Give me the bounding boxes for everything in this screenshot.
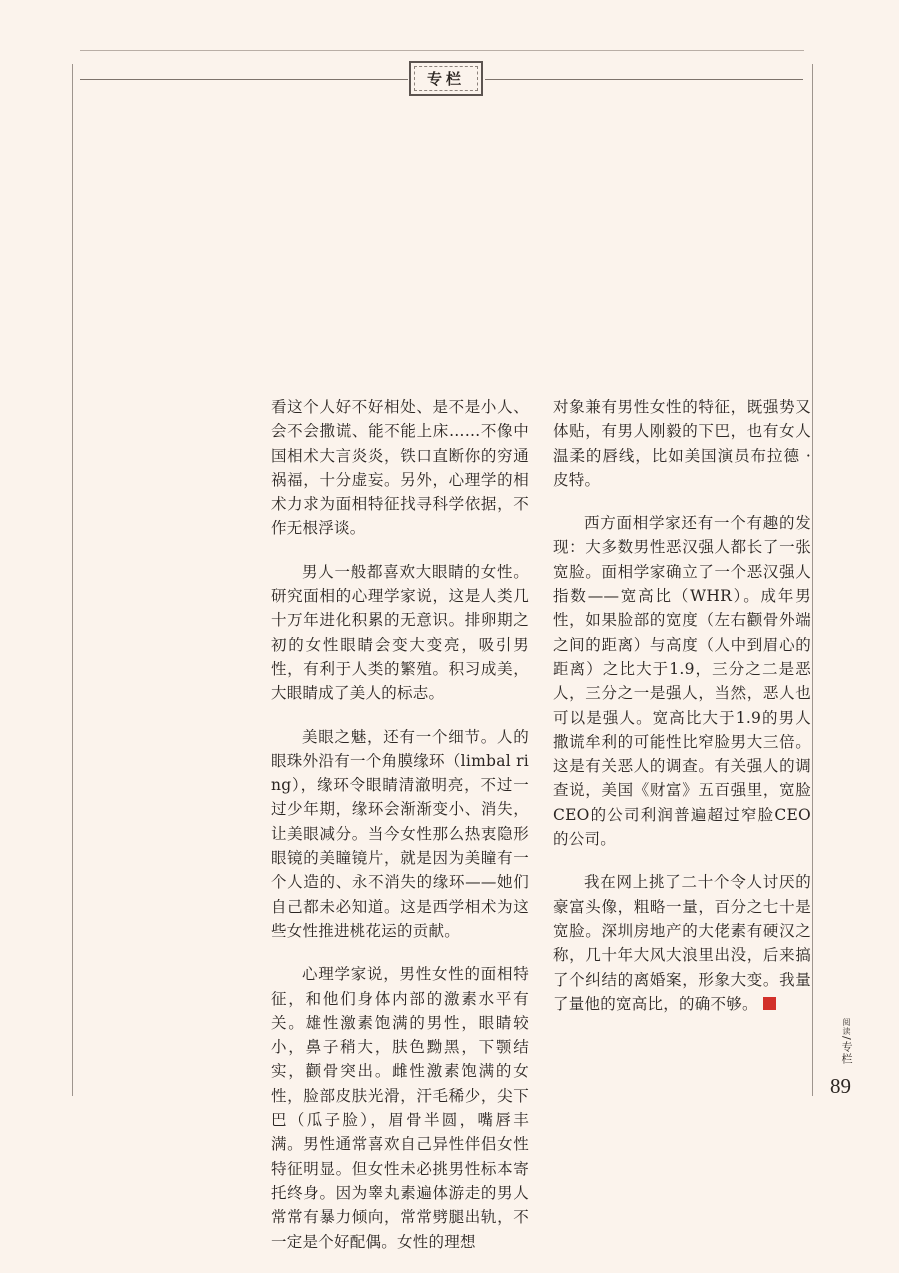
paragraph: 西方面相学家还有一个有趣的发现：大多数男性恶汉强人都长了一张宽脸。面相学家确立了一个恶汉强人指数——宽高比（WHR）。成年男性，如果脸部的宽度（左右颧骨外端之间的距离）与高度（人中到眉心的距离）之比大于1.9，三分之二是恶人，三分之一是强人，当然，恶人也可以是强人。宽高比大于1.9的男人撒谎牟利的可能性比窄脸男大三倍。这是有关恶人的调查。有关强人的调查说，美国《财富》五百强里，宽脸CEO的公司利润普遍超过窄脸CEO的公司。: [553, 514, 811, 849]
right-frame-line: [812, 64, 813, 1096]
left-frame-line: [72, 64, 73, 1096]
page-number: 89: [830, 1074, 851, 1098]
article-column-left: [271, 395, 529, 1273]
paragraph: 看这个人好不好相处、是不是小人、会不会撒谎、能不能上床……不像中国相术大言炎炎，铁口直断你的穷通祸福，十分虚妄。另外，心理学的相术力求为面相特征找寻科学依据，不作无根浮谈。: [271, 398, 529, 538]
paragraph: 美眼之魅，还有一个细节。人的眼珠外沿有一个角膜缘环（limbal ring），缘环令眼睛清澈明亮，不过一过少年期，缘环会渐渐变小、消失，让美眼减分。当今女性那么热衷隐形眼镜的美瞳镜片，就是因为美瞳有一个人造的、永不消失的缘环——她们自己都未必知道。这是西学相术为这些女性推进桃花运的贡献。: [271, 727, 529, 940]
end-of-article-mark: [763, 997, 776, 1010]
header-line-left: [80, 79, 408, 80]
paragraph: 对象兼有男性女性的特征，既强势又体贴，有男人刚毅的下巴，也有女人温柔的唇线，比如美国演员布拉德 · 皮特。: [553, 398, 811, 489]
footer-section-name: 专栏: [840, 1040, 853, 1065]
section-label: 专栏: [426, 70, 465, 88]
header-line-right: [485, 79, 803, 80]
footer-section-label: 阅读/专栏: [840, 1018, 853, 1065]
paragraph-text: 我在网上挑了二十个令人讨厌的豪富头像，粗略一量，百分之七十是宽脸。深圳房地产的大佬素有硬汉之称，几十年大风大浪里出没，后来搞了个纠结的离婚案，形象大变。我量了量他的宽高比，的确不够。: [553, 873, 811, 1013]
paragraph: 男人一般都喜欢大眼睛的女性。研究面相的心理学家说，这是人类几十万年进化积累的无意识。排卵期之初的女性眼睛会变大变亮，吸引男性，有利于人类的繁殖。积习成美，大眼睛成了美人的标志。: [271, 562, 529, 703]
section-badge: [409, 61, 483, 96]
top-rule: [80, 50, 804, 51]
paragraph-last: [553, 870, 811, 1016]
footer-magazine-name: 阅读: [842, 1018, 851, 1036]
paragraph: 心理学家说，男性女性的面相特征，和他们身体内部的激素水平有关。雄性激素饱满的男性，眼睛较小，鼻子稍大，肤色黝黑，下颚结实，颧骨突出。雌性激素饱满的女性，脸部皮肤光滑，汗毛稀少，尖下巴（瓜子脸），眉骨半圆，嘴唇丰满。男性通常喜欢自己异性伴侣女性特征明显。但女性未必挑男性标本寄托终身。因为睾丸素遍体游走的男人常常有暴力倾向，常常劈腿出轨，不一定是个好配偶。女性的理想: [271, 965, 529, 1251]
page-footer: [822, 1018, 862, 1098]
article-column-right: [553, 395, 811, 1035]
